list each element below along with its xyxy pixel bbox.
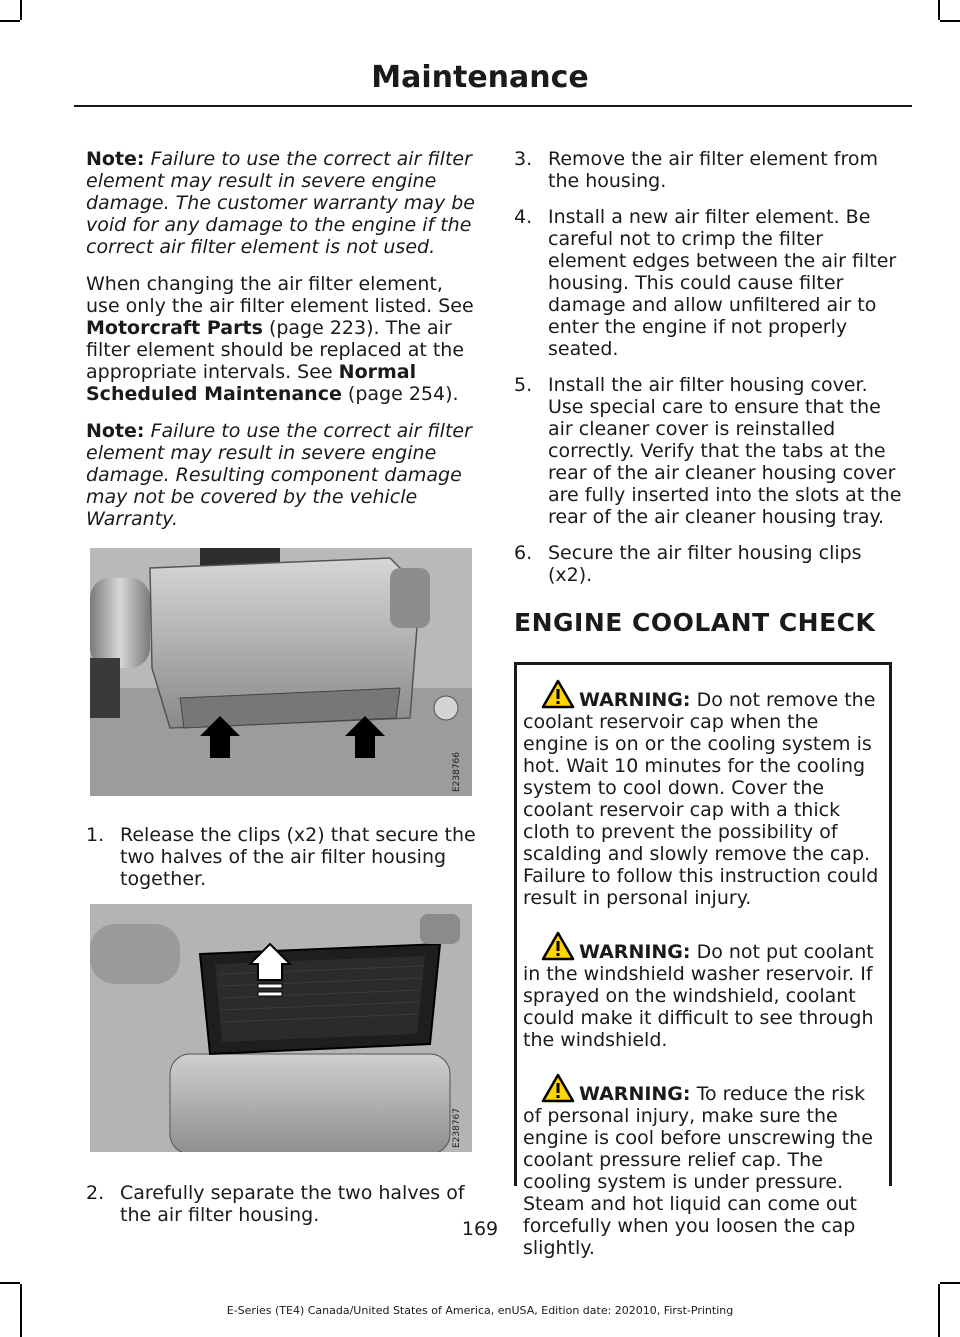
warning-text: Do not remove the coolant reservoir cap when the engine is on or the cooling system is hot. Wait 10 minutes for the cooling system to cool down. Cover the coolant reservoir cap with a thick cloth to prevent the possibility of scalding and slowly remove the cap. Failure to follow this instruction could result in personal injury. <box>523 689 879 909</box>
step-text: Secure the air filter housing clips (x2). <box>548 542 862 586</box>
note-label: Note: <box>86 420 145 442</box>
warning-text: To reduce the risk of personal injury, make sure the engine is cool before unscrewing the coolant pressure relief cap. The cooling system is under pressure. Steam and hot liquid can come out forcefully when you loosen the cap slightly. <box>523 1083 873 1259</box>
motorcraft-parts-link[interactable]: Motorcraft Parts <box>86 317 263 339</box>
note-text: Failure to use the correct air filter element may result in severe engine damage. The customer warranty may be void for any damage to the engine if the correct air filter element is not used. <box>86 148 475 258</box>
step-item <box>514 374 907 528</box>
step-text: Carefully separate the two halves of the air filter housing. <box>120 1182 465 1226</box>
page-title: Maintenance <box>371 60 589 95</box>
crop-mark <box>20 0 22 20</box>
left-column <box>86 148 476 1240</box>
page-number: 169 <box>461 1218 499 1240</box>
crop-mark <box>0 20 20 22</box>
note-text: Failure to use the correct air filter element may result in severe engine damage. Resulting component damage may not be covered by the vehicle Warranty. <box>86 420 472 530</box>
step-number: 1. <box>86 824 105 846</box>
note-paragraph <box>86 148 476 258</box>
crop-mark <box>940 1282 960 1284</box>
air-filter-clips-illustration <box>90 548 472 796</box>
warning-item <box>523 931 885 1051</box>
crop-mark <box>940 20 960 22</box>
footer-text: E-Series (TE4) Canada/United States of America, enUSA, Edition date: 202010, First-Printing <box>226 1304 734 1317</box>
body-text: (page 223). The air filter element should be replaced at the appropriate intervals. See <box>86 317 465 383</box>
step-text: Install the air filter housing cover. Use special care to ensure that the air cleaner cover is reinstalled correctly. Verify that the tabs at the rear of the air cleaner housing cover are fully inserted into the slots at the rear of the air cleaner housing tray. <box>548 374 902 528</box>
step-item <box>514 542 907 586</box>
step-item <box>514 206 907 360</box>
step-text: Remove the air filter element from the housing. <box>548 148 878 192</box>
crop-mark <box>938 0 940 20</box>
crop-mark <box>0 1282 20 1284</box>
warning-text: Do not put coolant in the windshield washer reservoir. If sprayed on the windshield, coolant could make it difficult to see through the windshield. <box>523 941 874 1051</box>
warning-box <box>514 662 892 1259</box>
step-number: 3. <box>514 148 533 170</box>
step-number: 4. <box>514 206 533 228</box>
figure-code: E238767 <box>452 1107 462 1148</box>
warning-label: WARNING: <box>579 1083 691 1105</box>
air-filter-housing-illustration <box>90 904 472 1152</box>
step-item <box>514 148 907 192</box>
body-text: (page 254). <box>347 383 459 405</box>
step-number: 6. <box>514 542 533 564</box>
step-text: Install a new air filter element. Be careful not to crimp the filter element edges between the air filter housing. This could cause filter damage and allow unfiltered air to enter the engine if not properly seated. <box>548 206 897 360</box>
note-paragraph <box>86 420 476 530</box>
section-heading: ENGINE COOLANT CHECK <box>514 608 876 637</box>
header-divider <box>74 105 912 107</box>
warning-triangle-icon <box>541 679 575 709</box>
warning-item <box>523 679 885 909</box>
step-number: 2. <box>86 1182 105 1204</box>
note-label: Note: <box>86 148 145 170</box>
step-text: Release the clips (x2) that secure the two halves of the air filter housing together. <box>120 824 476 890</box>
warning-triangle-icon <box>541 1073 575 1103</box>
step-number: 5. <box>514 374 533 396</box>
scheduled-maintenance-link[interactable]: Normal Scheduled Maintenance <box>86 361 417 405</box>
step-item <box>86 824 476 890</box>
right-column <box>514 148 907 1259</box>
warning-triangle-icon <box>541 931 575 961</box>
figure-code: E238766 <box>452 751 462 792</box>
warning-label: WARNING: <box>579 689 691 711</box>
body-text: When changing the air filter element, use only the air filter element listed. See <box>86 273 474 317</box>
warning-label: WARNING: <box>579 941 691 963</box>
body-paragraph <box>86 273 476 405</box>
